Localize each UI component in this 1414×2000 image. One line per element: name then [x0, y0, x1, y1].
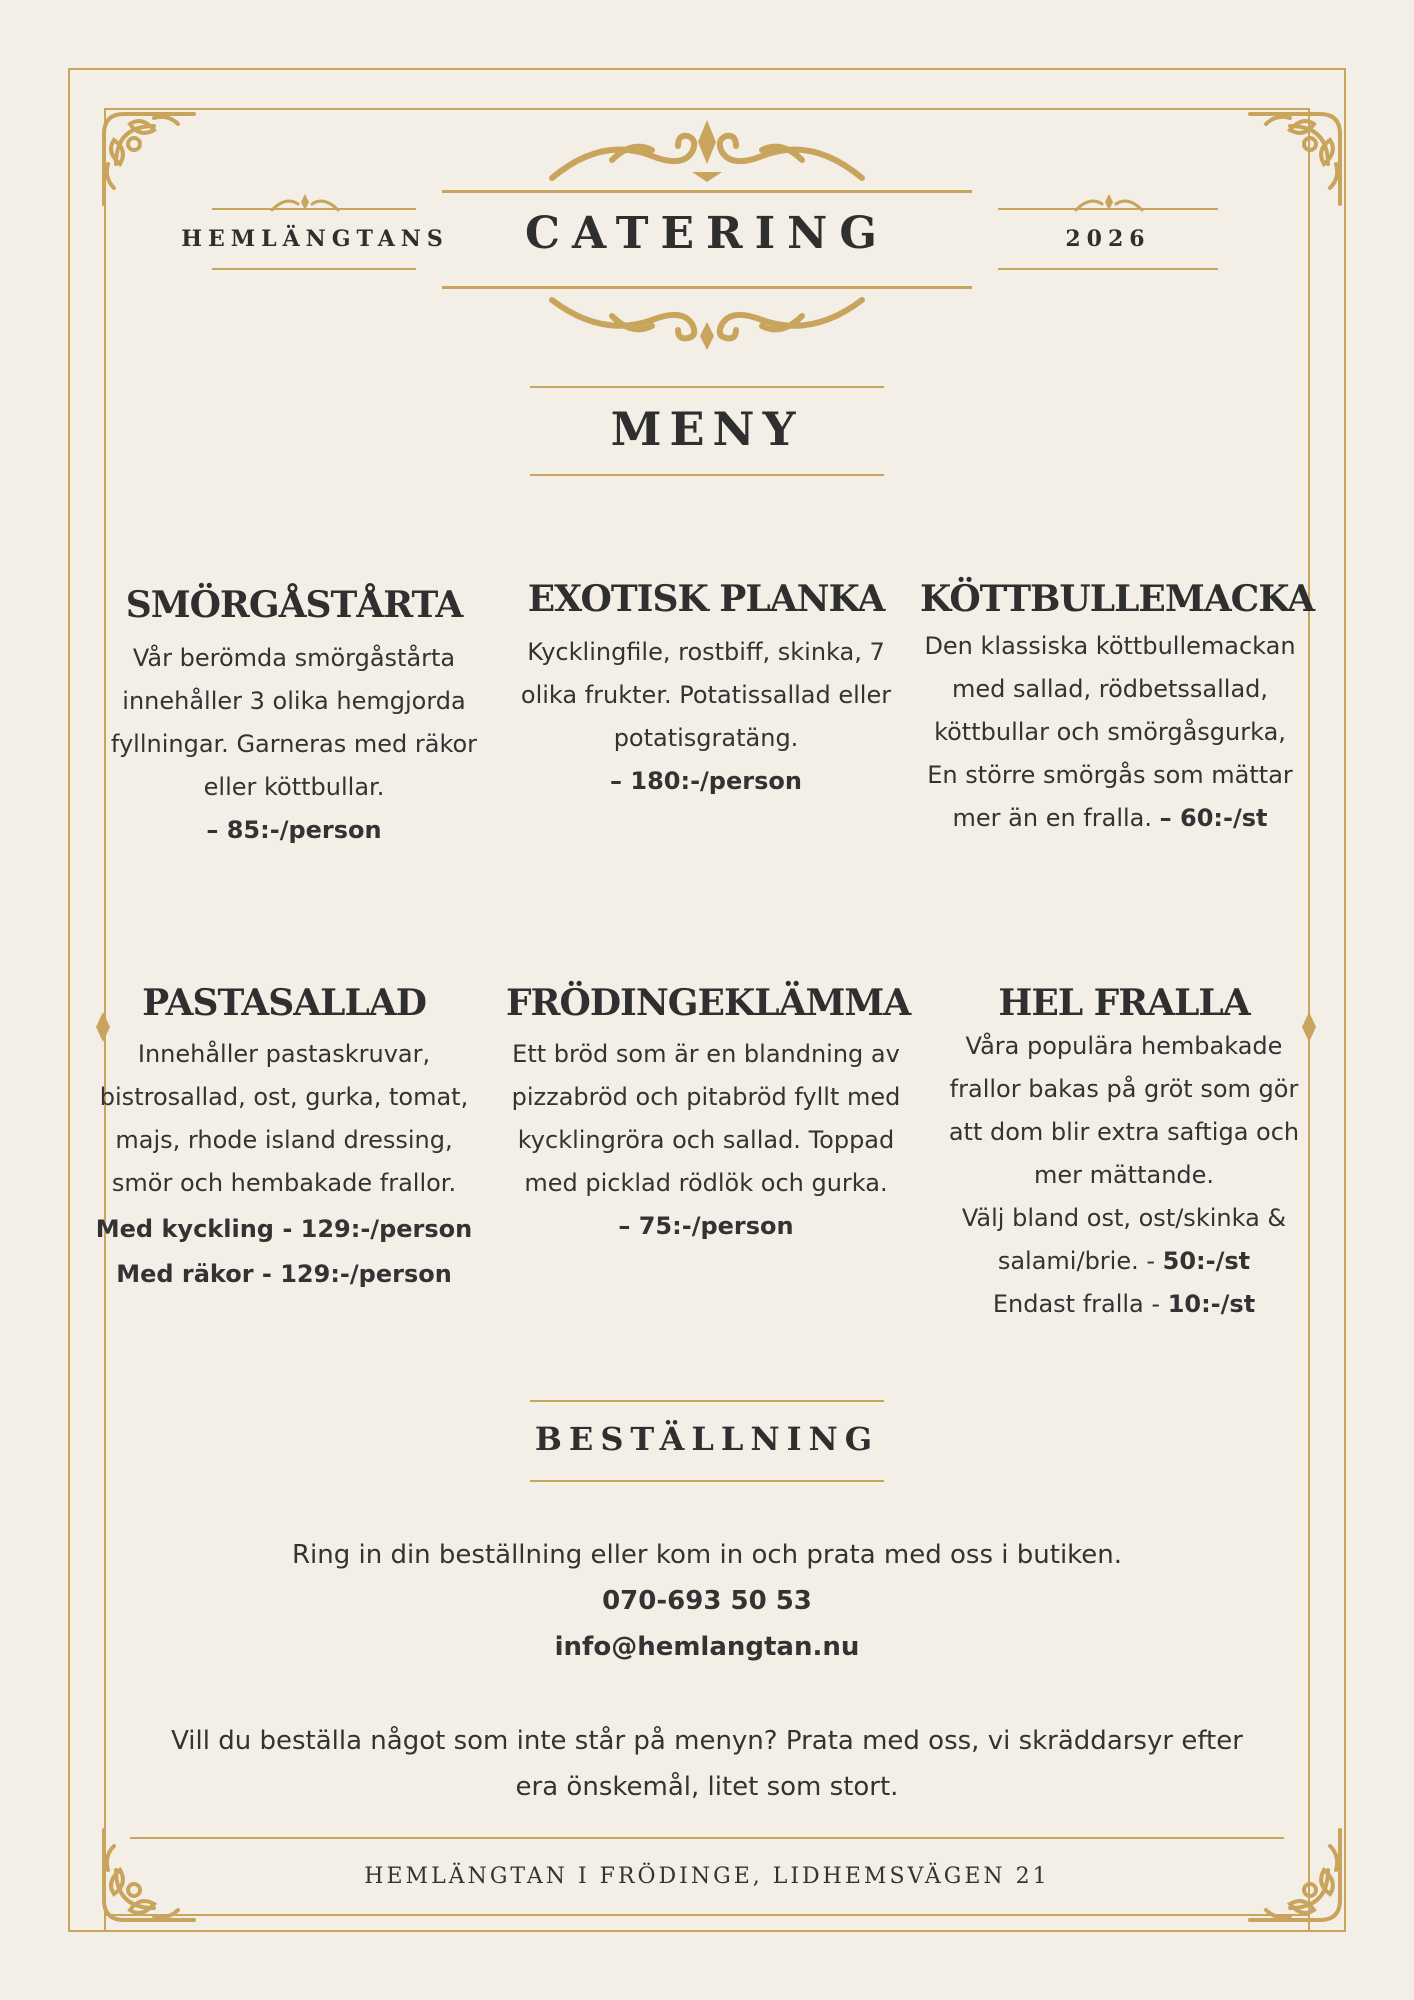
item-name: HEL FRALLA [998, 982, 1250, 1024]
menu-title-bottom-line [530, 474, 884, 476]
order-info [140, 1532, 1274, 1670]
menu-item-smorgastarta [104, 584, 484, 852]
menu-item-pastasallad [94, 982, 474, 1297]
footer-line [130, 1837, 1284, 1839]
item-name: SMÖRGÅSTÅRTA [125, 584, 463, 626]
catering-top-line [442, 190, 972, 193]
item-name: EXOTISK PLANKA [527, 578, 885, 620]
item-price: – 60:-/st [1159, 804, 1268, 833]
header-left-label: HEMLÄNGTANS [181, 226, 449, 252]
catering-bottom-line [442, 286, 972, 289]
left-header-top-line [212, 208, 416, 210]
item-prices [94, 1207, 474, 1297]
item-description: Den klassiska köttbullemackan med sallad, rödbetssallad, köttbullar och smörgåsgurka, En större smörgås som mättar mer än en fralla. – 60:-/st [924, 632, 1296, 833]
corner-ornament-top-right-icon [1240, 104, 1350, 214]
item-price-chicken: Med kyckling - 129:-/person [95, 1215, 473, 1244]
left-header-bottom-line [212, 268, 416, 270]
order-title: BESTÄLLNING [534, 1420, 880, 1458]
menu-title: MENY [610, 402, 804, 456]
menu-title-top-line [530, 386, 884, 388]
menu-item-kottbullemacka [920, 578, 1315, 840]
footer-address: HEMLÄNGTAN I FRÖDINGE, LIDHEMSVÄGEN 21 [364, 1864, 1050, 1889]
item-name: KÖTTBULLEMACKA [920, 578, 1315, 620]
order-email[interactable]: info@hemlangtan.nu [554, 1632, 860, 1662]
order-phone[interactable]: 070-693 50 53 [602, 1586, 812, 1616]
order-intro: Ring in din beställning eller kom in och prata med oss i butiken. [291, 1540, 1123, 1570]
right-header-bottom-line [998, 268, 1218, 270]
item-description: Våra populära hembakade frallor bakas på gröt som gör att dom blir extra saftiga och mer mättande. Välj bland ost, ost/skinka & salami/brie. - 50:-/st Endast fralla - 10:-/st [948, 1032, 1300, 1319]
item-price: – 85:-/person [206, 816, 382, 845]
item-description: Kycklingfile, rostbiff, skinka, 7 olika frukter. Potatissallad eller potatisgratäng. – 180:-/person [520, 638, 892, 796]
item-price: – 180:-/person [610, 767, 802, 796]
ornament-bottom-flourish-icon [542, 292, 872, 352]
item-price: – 75:-/person [618, 1212, 794, 1241]
menu-item-frodingeklamma [506, 982, 911, 1248]
right-header-top-line [998, 208, 1218, 210]
order-title-bottom-line [530, 1480, 884, 1482]
item-description: Innehåller pastaskruvar, bistrosallad, ost, gurka, tomat, majs, rhode island dressing, smör och hembakade frallor. [99, 1040, 469, 1198]
item-description: Vår berömda smörgåstårta innehåller 3 olika hemgjorda fyllningar. Garneras med räkor eller köttbullar. – 85:-/person [110, 644, 478, 845]
item-name: PASTASALLAD [142, 982, 426, 1024]
menu-item-hel-fralla [934, 982, 1314, 1326]
corner-ornament-top-left-icon [94, 104, 204, 214]
ornament-top-flourish-icon [542, 116, 872, 186]
item-name: FRÖDINGEKLÄMMA [506, 982, 911, 1024]
item-price-shrimp: Med räkor - 129:-/person [116, 1260, 452, 1289]
item-price-plain: 10:-/st [1167, 1290, 1256, 1319]
header-right-year: 2026 [1065, 226, 1151, 252]
order-title-top-line [530, 1400, 884, 1402]
item-description: Ett bröd som är en blandning av pizzabröd och pitabröd fyllt med kycklingröra och sallad. Toppad med picklad rödlök och gurka. – 75:-/person [511, 1040, 901, 1241]
inner-frame-bottom [104, 1914, 1310, 1916]
catering-title: CATERING [525, 208, 889, 259]
item-price-fillings: 50:-/st [1162, 1247, 1251, 1276]
menu-item-exotisk-planka [516, 578, 896, 803]
order-note: Vill du beställa något som inte står på menyn? Prata med oss, vi skräddarsyr efter era önskemål, litet som stort. [171, 1726, 1243, 1802]
